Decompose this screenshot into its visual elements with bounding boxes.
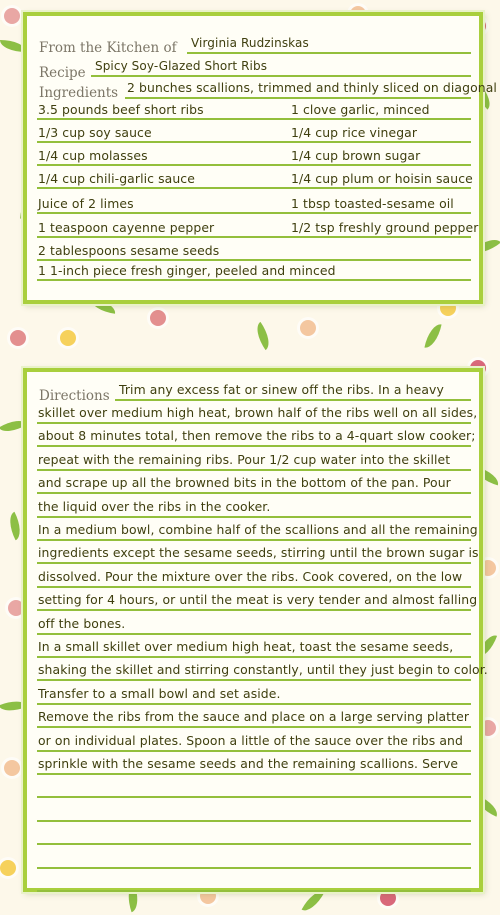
rule bbox=[37, 843, 471, 845]
direction-line: ingredients except the sesame seeds, stirring until the brown sugar is bbox=[38, 545, 479, 561]
rule bbox=[187, 52, 471, 54]
directions-card bbox=[23, 368, 488, 892]
flower-decoration bbox=[8, 600, 24, 616]
rule bbox=[37, 279, 471, 281]
direction-line: dissolved. Pour the mixture over the ribs. Cook covered, on the low bbox=[38, 568, 463, 584]
ingredient-left: 1/4 cup molasses bbox=[38, 148, 148, 163]
rule bbox=[37, 492, 471, 494]
direction-line: In a medium bowl, combine half of the scallions and all the remaining bbox=[38, 522, 478, 537]
leaf-decoration bbox=[424, 322, 441, 350]
flower-decoration bbox=[300, 320, 316, 336]
rule bbox=[37, 633, 471, 635]
direction-line: or on individual plates. Spoon a little of the sauce over the ribs and bbox=[38, 732, 463, 748]
directions-label: Directions bbox=[39, 388, 110, 404]
recipe-header-card bbox=[23, 12, 497, 304]
ingredient-right: 1/4 cup brown sugar bbox=[291, 148, 421, 163]
rule bbox=[37, 820, 471, 822]
direction-line: Transfer to a small bowl and set aside. bbox=[38, 685, 281, 701]
rule bbox=[37, 609, 471, 611]
kitchen-label: From the Kitchen of bbox=[39, 40, 177, 56]
ingredient-right: 1 clove garlic, minced bbox=[291, 102, 430, 117]
flower-decoration bbox=[0, 860, 16, 876]
rule bbox=[37, 750, 471, 752]
rule bbox=[91, 75, 471, 77]
rule bbox=[37, 422, 471, 424]
cook-name: Virginia Rudzinskas bbox=[191, 36, 309, 50]
rule bbox=[37, 118, 471, 120]
flower-decoration bbox=[10, 330, 26, 346]
ingredient-right: 1 tbsp toasted-sesame oil bbox=[291, 196, 454, 211]
rule bbox=[37, 890, 471, 892]
rule bbox=[125, 97, 471, 99]
rule bbox=[37, 141, 471, 143]
direction-line: In a small skillet over medium high heat, toast the sesame seeds, bbox=[38, 639, 454, 654]
rule bbox=[37, 586, 471, 588]
rule bbox=[37, 259, 471, 261]
leaf-decoration bbox=[251, 322, 276, 350]
direction-line: the liquid over the ribs in the cooker. bbox=[38, 498, 271, 514]
rule bbox=[37, 703, 471, 705]
ingredient-left: 3.5 pounds beef short ribs bbox=[38, 102, 204, 117]
directions-first-line: Trim any excess fat or sinew off the ribs. In a heavy bbox=[119, 382, 444, 397]
rule bbox=[37, 867, 471, 869]
direction-line: off the bones. bbox=[38, 615, 126, 631]
ingredient-right: 1/4 cup plum or hoisin sauce bbox=[291, 171, 473, 186]
rule bbox=[37, 516, 471, 518]
rule bbox=[37, 562, 471, 564]
flower-decoration bbox=[150, 310, 166, 326]
direction-line: setting for 4 hours, or until the meat is very tender and almost falling bbox=[38, 592, 478, 608]
direction-line: sprinkle with the sesame seeds and the remaining scallions. Serve bbox=[38, 756, 459, 771]
ingredient-right: 1/4 cup rice vinegar bbox=[291, 125, 418, 140]
rule bbox=[37, 187, 471, 189]
rule bbox=[37, 212, 471, 214]
rule bbox=[37, 679, 471, 681]
ingredient-left: 1 1-inch piece fresh ginger, peeled and minced bbox=[38, 263, 336, 278]
rule bbox=[37, 445, 471, 447]
rule bbox=[37, 236, 471, 238]
rule bbox=[37, 773, 471, 775]
direction-line: skillet over medium high heat, brown half of the ribs well on all sides, bbox=[38, 405, 478, 420]
flower-decoration bbox=[60, 330, 76, 346]
recipe-label: Recipe bbox=[39, 65, 86, 81]
ingredient-left: 1/4 cup chili-garlic sauce bbox=[38, 171, 195, 186]
direction-line: and scrape up all the browned bits in the bottom of the pan. Pour bbox=[38, 475, 451, 491]
rule bbox=[37, 539, 471, 541]
flower-decoration bbox=[4, 8, 20, 24]
ingredient-left: 1 teaspoon cayenne pepper bbox=[38, 220, 215, 235]
direction-line: repeat with the remaining ribs. Pour 1/2 cup water into the skillet bbox=[38, 451, 451, 467]
ingredient-left: 1/3 cup soy sauce bbox=[38, 125, 152, 140]
ingredient-right: 1/2 tsp freshly ground pepper bbox=[291, 220, 479, 235]
rule bbox=[37, 726, 471, 728]
ingredient-left: 2 tablespoons sesame seeds bbox=[38, 243, 220, 258]
flower-decoration bbox=[4, 760, 20, 776]
flower-decoration bbox=[380, 890, 396, 906]
rule bbox=[37, 164, 471, 166]
rule bbox=[37, 796, 471, 798]
rule bbox=[37, 656, 471, 658]
ingredient-left: Juice of 2 limes bbox=[38, 196, 134, 211]
direction-line: shaking the skillet and stirring constantly, until they just begin to color. bbox=[38, 662, 488, 678]
recipe-name: Spicy Soy-Glazed Short Ribs bbox=[95, 59, 268, 73]
rule bbox=[115, 399, 471, 401]
direction-line: about 8 minutes total, then remove the ribs to a 4-quart slow cooker; bbox=[38, 428, 476, 444]
direction-line: Remove the ribs from the sauce and place on a large serving platter bbox=[38, 709, 470, 725]
rule bbox=[37, 469, 471, 471]
ingredients-label: Ingredients bbox=[39, 85, 119, 101]
ingredient-first: 2 bunches scallions, trimmed and thinly sliced on diagonal bbox=[127, 80, 497, 95]
